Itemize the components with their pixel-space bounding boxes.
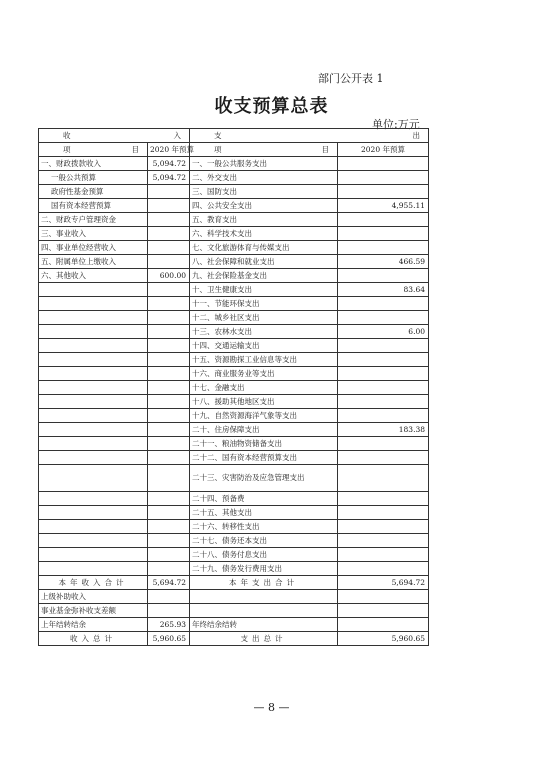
expense-value-cell [338,492,429,506]
table-row [39,213,429,227]
income-item-cell [39,311,148,325]
income-value-cell [148,492,190,506]
income-item-cell [39,297,148,311]
expense-item-header [190,143,338,157]
income-item-cell: 六、其他收入 [39,269,148,283]
income-item-cell [39,395,148,409]
income-item-cell: 一般公共预算 [39,171,148,185]
expense-value-cell [338,367,429,381]
table-row [39,297,429,311]
income-value-cell [148,213,190,227]
expense-value-cell: 183.38 [338,423,429,437]
income-item-cell: 上年结转结余 [39,618,148,632]
table-row [39,562,429,576]
expense-header-tail: 出 [412,131,420,140]
income-value-cell [148,451,190,465]
expense-item-cell: 十八、援助其他地区支出 [190,395,338,409]
table-row [39,506,429,520]
item-header-tail: 目 [131,145,139,154]
income-value-cell [148,283,190,297]
expense-value-cell: 466.59 [338,255,429,269]
expense-subtotal-value: 5,694.72 [338,576,429,590]
expense-item-cell: 七、文化旅游体育与传媒支出 [190,241,338,255]
table-row [39,409,429,423]
income-subtotal-label: 本年收入合计 [39,576,148,590]
table-row [39,604,429,618]
expense-value-cell [338,227,429,241]
expense-item-cell: 二十二、国有资本经营预算支出 [190,451,338,465]
income-item-cell [39,423,148,437]
income-item-cell: 五、附属单位上缴收入 [39,255,148,269]
income-item-cell [39,506,148,520]
table-row [39,269,429,283]
expense-item-cell: 十六、商业服务业等支出 [190,367,338,381]
expense-value-cell [338,590,429,604]
expense-item-cell: 十五、资源勘探工业信息等支出 [190,353,338,367]
expense-value-cell: 4,955.11 [338,199,429,213]
expense-value-cell [338,185,429,199]
table-row [39,241,429,255]
income-value-cell [148,297,190,311]
table-row [39,367,429,381]
income-item-cell [39,283,148,297]
income-item-cell [39,534,148,548]
income-item-cell: 国有资本经营预算 [39,199,148,213]
expense-item-cell: 二十七、债务还本支出 [190,534,338,548]
expense-value-cell: 6.00 [338,325,429,339]
income-value-cell [148,255,190,269]
income-value-cell [148,590,190,604]
table-row [39,381,429,395]
unit-label: 单位:万元 [372,118,420,131]
header-row-group [39,129,429,143]
expense-item-cell: 十一、节能环保支出 [190,297,338,311]
income-value-cell [148,227,190,241]
expense-item-cell [190,604,338,618]
table-row [39,548,429,562]
income-value-cell [148,423,190,437]
income-value-cell [148,506,190,520]
income-value-cell [148,381,190,395]
income-item-cell: 事业基金弥补收支差额 [39,604,148,618]
income-value-cell [148,325,190,339]
budget-table [38,128,429,646]
header-row-columns [39,143,429,157]
expense-value-cell [338,451,429,465]
table-row [39,311,429,325]
income-value-cell [148,185,190,199]
income-item-cell: 上级补助收入 [39,590,148,604]
expense-item-cell: 五、教育支出 [190,213,338,227]
expense-budget-header: 2020 年预算 [338,143,429,157]
table-row [39,199,429,213]
income-subtotal-value: 5,694.72 [148,576,190,590]
income-item-cell: 一、财政拨款收入 [39,157,148,171]
expense-value-cell [338,409,429,423]
expense-value-cell [338,311,429,325]
table-row [39,451,429,465]
income-value-cell: 600.00 [148,269,190,283]
expense-item-cell: 八、社会保障和就业支出 [190,255,338,269]
expense-subtotal-label: 本年支出合计 [190,576,338,590]
expense-value-cell [338,353,429,367]
income-value-cell [148,548,190,562]
income-value-cell: 5,094.72 [148,171,190,185]
income-budget-header: 2020 年预算 [148,143,190,157]
income-item-cell: 四、事业单位经营收入 [39,241,148,255]
income-item-cell [39,339,148,353]
income-total-label: 收入总计 [39,632,148,646]
table-row [39,255,429,269]
income-item-header [39,143,148,157]
table-row [39,325,429,339]
income-item-cell [39,381,148,395]
table-row [39,395,429,409]
income-header-label: 收 [63,131,71,140]
expense-item-cell: 二十八、债务付息支出 [190,548,338,562]
expense-header [190,129,429,143]
expense-value-cell [338,604,429,618]
expense-total-label: 支出总计 [190,632,338,646]
expense-item-cell: 二、外交支出 [190,171,338,185]
expense-item-cell: 三、国防支出 [190,185,338,199]
expense-value-cell [338,157,429,171]
total-row [39,632,429,646]
income-value-cell [148,311,190,325]
expense-header-label: 支 [214,131,222,140]
income-item-cell [39,451,148,465]
table-row [39,353,429,367]
income-value-cell [148,353,190,367]
income-value-cell [148,520,190,534]
income-value-cell [148,339,190,353]
income-item-cell [39,437,148,451]
expense-item-cell: 十七、金融支出 [190,381,338,395]
income-header-tail: 入 [173,131,181,140]
expense-item-cell: 二十、住房保障支出 [190,423,338,437]
income-value-cell [148,604,190,618]
table-row [39,227,429,241]
income-item-cell [39,353,148,367]
expense-item-cell: 十四、交通运输支出 [190,339,338,353]
table-row [39,534,429,548]
income-item-cell [39,562,148,576]
expense-value-cell [338,562,429,576]
expense-value-cell [338,437,429,451]
income-value-cell: 265.93 [148,618,190,632]
expense-value-cell [338,548,429,562]
income-value-cell [148,437,190,451]
expense-item-cell: 二十四、预备费 [190,492,338,506]
table-row [39,283,429,297]
income-value-cell: 5,094.72 [148,157,190,171]
expense-value-cell [338,171,429,185]
form-number-label: 部门公开表 1 [318,72,384,85]
expense-value-cell [338,618,429,632]
expense-value-cell [338,297,429,311]
income-header [39,129,190,143]
expense-item-cell: 二十一、粮油物资储备支出 [190,437,338,451]
income-item-cell: 三、事业收入 [39,227,148,241]
income-item-cell [39,409,148,423]
table-row [39,437,429,451]
expense-value-cell [338,534,429,548]
expense-total-value: 5,960.65 [338,632,429,646]
expense-value-cell [338,395,429,409]
income-value-cell [148,465,190,492]
table-row [39,465,429,492]
expense-item-cell: 十三、农林水支出 [190,325,338,339]
expense-value-cell: 83.64 [338,283,429,297]
income-value-cell [148,241,190,255]
income-value-cell [148,562,190,576]
expense-value-cell [338,213,429,227]
expense-value-cell [338,520,429,534]
expense-item-cell: 六、科学技术支出 [190,227,338,241]
expense-item-cell: 年终结余结转 [190,618,338,632]
expense-item-cell: 四、公共安全支出 [190,199,338,213]
expense-item-cell: 十、卫生健康支出 [190,283,338,297]
table-row [39,185,429,199]
expense-item-cell: 十二、城乡社区支出 [190,311,338,325]
page-title: 收支预算总表 [214,96,329,117]
expense-item-cell [190,590,338,604]
table-row [39,618,429,632]
income-total-value: 5,960.65 [148,632,190,646]
income-item-cell: 二、财政专户管理资金 [39,213,148,227]
item-header-label: 项 [214,145,222,154]
item-header-tail: 目 [321,145,329,154]
income-item-cell [39,548,148,562]
expense-item-cell: 九、社会保险基金支出 [190,269,338,283]
expense-item-cell: 二十三、灾害防治及应急管理支出 [190,465,338,492]
table-row [39,590,429,604]
income-value-cell [148,367,190,381]
expense-value-cell [338,339,429,353]
income-item-cell [39,325,148,339]
income-item-cell: 政府性基金预算 [39,185,148,199]
expense-item-cell: 二十六、转移性支出 [190,520,338,534]
income-value-cell [148,409,190,423]
table-row [39,520,429,534]
table-row [39,157,429,171]
table-row [39,339,429,353]
expense-value-cell [338,269,429,283]
income-value-cell [148,199,190,213]
table-row [39,492,429,506]
expense-item-cell: 十九、自然资源海洋气象等支出 [190,409,338,423]
table-row [39,423,429,437]
expense-item-cell: 一、一般公共服务支出 [190,157,338,171]
page-number: — 8 — [253,701,290,714]
income-item-cell [39,367,148,381]
expense-item-cell: 二十九、债务发行费用支出 [190,562,338,576]
income-value-cell [148,534,190,548]
table-row [39,171,429,185]
expense-value-cell [338,506,429,520]
income-item-cell [39,520,148,534]
subtotal-row [39,576,429,590]
income-value-cell [148,395,190,409]
expense-item-cell: 二十五、其他支出 [190,506,338,520]
item-header-label: 项 [63,145,71,154]
expense-value-cell [338,241,429,255]
expense-value-cell [338,465,429,492]
income-item-cell [39,492,148,506]
expense-value-cell [338,381,429,395]
income-item-cell [39,465,148,492]
